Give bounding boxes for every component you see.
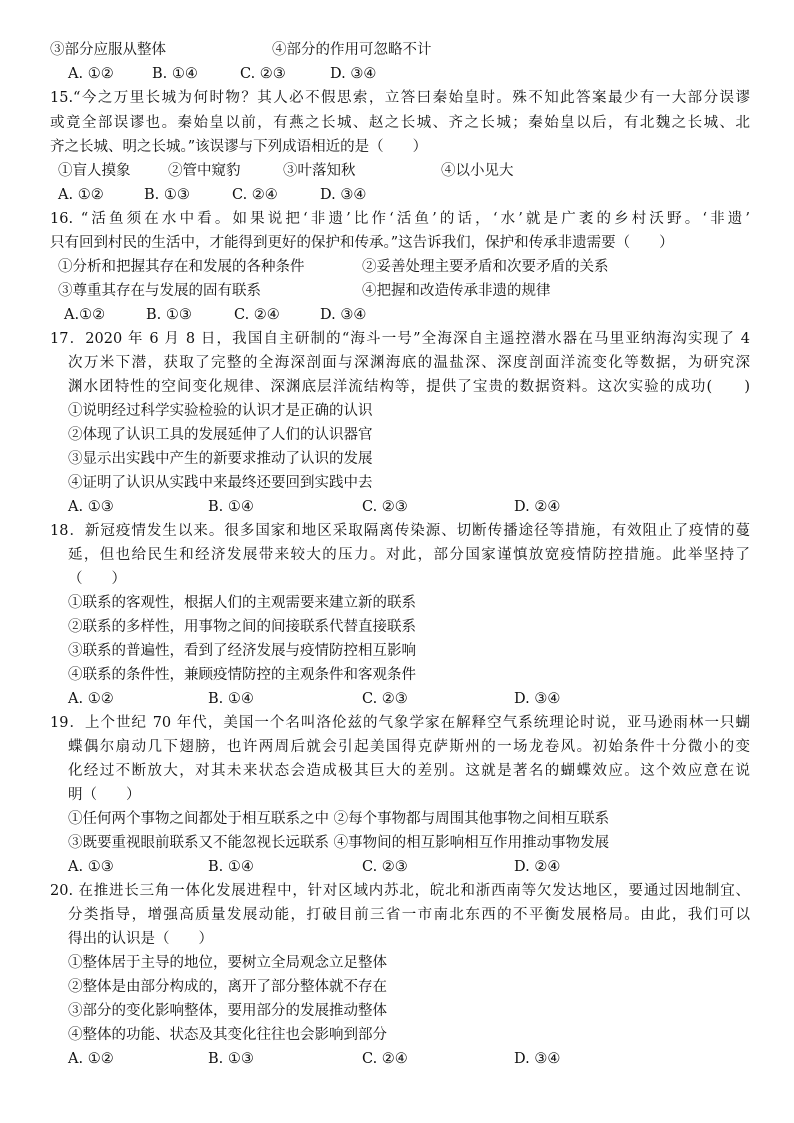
q20-item-4: ④整体的功能、状态及其变化往往也会影响到部分	[68, 1027, 387, 1043]
q14-choice-c: C. ②③	[240, 66, 286, 82]
q16-choice-c: C. ②④	[234, 307, 280, 323]
q19-choice-c: C. ②③	[362, 859, 408, 875]
q18-item-2: ②联系的多样性，用事物之间的间接联系代替直接联系	[68, 619, 416, 635]
q20-stem-line-2: 分类指导，增强高质量发展动能，打破目前三省一市南北东西的不平衡发展格局。由此，我们可以	[68, 907, 750, 923]
q17-choice-b: B. ①④	[208, 499, 254, 515]
q15-choice-b: B. ①③	[144, 187, 190, 203]
q16-item-2: ②妥善处理主要矛盾和次要矛盾的关系	[362, 259, 609, 275]
q14-choice-a: A. ①②	[68, 66, 114, 82]
q19-stem-line-3: 化经过不断放大，对其未来状态会造成极其巨大的差别。这就是著名的蝴蝶效应。这个效应意在说	[68, 763, 750, 779]
q16-item-1: ①分析和把握其存在和发展的各种条件	[58, 259, 305, 275]
q15-item-2: ②管中窥豹	[168, 163, 241, 179]
q20-stem-line-3: 得出的认识是（ ）	[68, 931, 213, 947]
q17-item-4: ④证明了认识从实践中来最终还要回到实践中去	[68, 475, 373, 491]
q17-stem-line-3: 渊水团特性的空间变化规律、深渊底层洋流结构等，提供了宝贵的数据资料。这次实验的成功( )	[68, 379, 750, 395]
q20-item-2: ②整体是由部分构成的，离开了部分整体就不存在	[68, 979, 387, 995]
q17-item-3: ③显示出实践中产生的新要求推动了认识的发展	[68, 451, 373, 467]
q17-stem-line-1: 17．2020 年 6 月 8 日，我国自主研制的“海斗一号”全海深自主遥控潜水器在马里亚纳海沟实现了 4	[50, 331, 750, 347]
q20-choice-b: B. ①③	[208, 1051, 254, 1067]
q16-choice-a: A.①②	[64, 307, 106, 323]
q16-choice-b: B. ①③	[146, 307, 192, 323]
q15-choice-a: A. ①②	[58, 187, 104, 203]
q17-choice-d: D. ②④	[514, 499, 561, 515]
q14-choice-d: D. ③④	[330, 66, 377, 82]
q19-items-row-2: ③既要重视眼前联系又不能忽视长远联系 ④事物间的相互影响相互作用推动事物发展	[68, 835, 610, 851]
q20-item-1: ①整体居于主导的地位，要树立全局观念立足整体	[68, 955, 387, 971]
q20-item-3: ③部分的变化影响整体，要用部分的发展推动整体	[68, 1003, 387, 1019]
q19-choice-d: D. ②④	[514, 859, 561, 875]
q20-choice-a: A. ①②	[68, 1051, 114, 1067]
q16-item-4: ④把握和改造传承非遗的规律	[362, 283, 551, 299]
q18-stem-line-2: 延，但也给民生和经济发展带来较大的压力。对此，部分国家谨慎放宽疫情防控措施。此举坚持了	[68, 547, 750, 563]
q18-item-1: ①联系的客观性，根据人们的主观需要来建立新的联系	[68, 595, 416, 611]
q17-item-1: ①说明经过科学实验检验的认识才是正确的认识	[68, 403, 373, 419]
q14-item-4: ④部分的作用可忽略不计	[272, 42, 432, 58]
q19-choice-a: A. ①③	[68, 859, 114, 875]
q19-items-row-1: ①任何两个事物之间都处于相互联系之中 ②每个事物都与周围其他事物之间相互联系	[68, 811, 610, 827]
q19-stem-line-1: 19．上个世纪 70 年代，美国一个名叫洛伦兹的气象学家在解释空气系统理论时说，亚马逊雨林一只蝴	[50, 715, 750, 731]
q19-stem-line-4: 明（ ）	[68, 787, 141, 803]
q20-stem-line-1: 20. 在推进长三角一体化发展进程中，针对区域内苏北，皖北和浙西南等欠发达地区，要通过因地制宜、	[50, 883, 750, 899]
q15-item-3: ③叶落知秋	[283, 163, 356, 179]
q17-item-2: ②体现了认识工具的发展延伸了人们的认识器官	[68, 427, 373, 443]
q16-stem-line-2: 只有回到村民的生活中，才能得到更好的保护和传承。”这告诉我们，保护和传承非遗需要（ ）	[50, 235, 674, 251]
q18-choice-d: D. ③④	[514, 691, 561, 707]
q18-stem-line-1: 18．新冠疫情发生以来。很多国家和地区采取隔离传染源、切断传播途径等措施，有效阻止了疫情的蔓	[50, 523, 750, 539]
q18-choice-a: A. ①②	[68, 691, 114, 707]
q18-choice-b: B. ①④	[208, 691, 254, 707]
q15-choice-c: C. ②④	[232, 187, 278, 203]
q16-choice-d: D. ③④	[320, 307, 367, 323]
q18-item-3: ③联系的普遍性，看到了经济发展与疫情防控相互影响	[68, 643, 416, 659]
q15-stem-line-3: 齐之长城、明之长城。”该误谬与下列成语相近的是（ ）	[50, 139, 428, 155]
q15-item-1: ①盲人摸象	[58, 163, 131, 179]
q15-item-4: ④以小见大	[441, 163, 514, 179]
q19-stem-line-2: 蝶偶尔扇动几下翅膀，也许两周后就会引起美国得克萨斯州的一场龙卷风。初始条件十分微小的变	[68, 739, 750, 755]
q17-choice-a: A. ①③	[68, 499, 114, 515]
q17-choice-c: C. ②③	[362, 499, 408, 515]
q15-stem-line-2: 或竟全部误谬也。秦始皇以前，有燕之长城、赵之长城、齐之长城；秦始皇以后，有北魏之长城、北	[50, 115, 750, 131]
q15-stem-line-1: 15.“今之万里长城为何时物？其人必不假思索，立答曰秦始皇时。殊不知此答案最少有一大部分误谬	[50, 90, 750, 106]
q16-stem-line-1: 16. “活鱼须在水中看。如果说把‘非遗’比作‘活鱼’的话，‘水’就是广袤的乡村沃野。‘非遗’	[50, 211, 750, 227]
q18-stem-line-3: （ ）	[68, 571, 126, 587]
q17-stem-line-2: 次万米下潜，获取了完整的全海深剖面与深渊海底的温盐深、深度剖面洋流变化等数据，为研究深	[68, 355, 750, 371]
q19-choice-b: B. ①④	[208, 859, 254, 875]
q20-choice-c: C. ②④	[362, 1051, 408, 1067]
q20-choice-d: D. ③④	[514, 1051, 561, 1067]
q18-choice-c: C. ②③	[362, 691, 408, 707]
q15-choice-d: D. ③④	[320, 187, 367, 203]
q14-choice-b: B. ①④	[152, 66, 198, 82]
q16-item-3: ③尊重其存在与发展的固有联系	[58, 283, 261, 299]
q14-item-3: ③部分应服从整体	[50, 42, 166, 58]
q18-item-4: ④联系的条件性，兼顾疫情防控的主观条件和客观条件	[68, 667, 416, 683]
